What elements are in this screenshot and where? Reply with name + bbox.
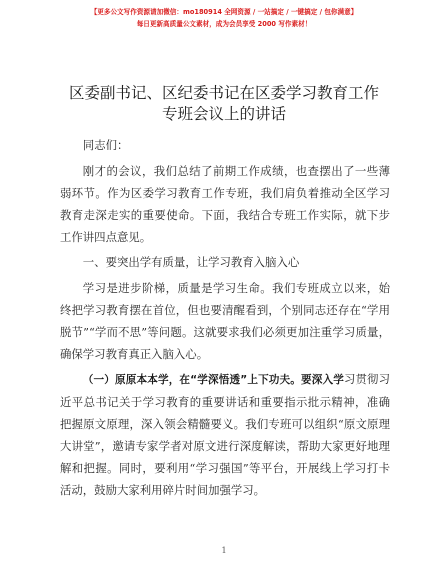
promo-banner — [0, 6, 448, 30]
document-body — [60, 134, 390, 504]
paragraph-subsection-1 — [60, 368, 390, 501]
salutation: 同志们： — [82, 138, 129, 152]
document-title — [40, 83, 408, 125]
page-number: 1 — [221, 546, 227, 555]
paragraph-intro: 刚才的会议，我们总结了前期工作成绩，也查摆出了一些薄弱环节。作为区委学习教育工作专班，我们肩负着推动全区学习教育走深走实的重要使命。下面，我结合专班工作实际，就下步工作讲四点意见。 — [60, 164, 390, 244]
title-line-2: 专班会议上的讲话 — [161, 105, 286, 123]
subsection-1-text: 习贯彻习近平总书记关于学习教育的重要讲话和重要指示批示精神，准确把握原文原理，深入领会精髓要义。我们专班可以组织“原文原理大讲堂”，邀请专家学者对原文进行深度解读，帮助大家更好地理解和把握。同时，要利用“学习强国”等平台，开展线上学习打卡活动，鼓励大家利用碎片时间加强学习。 — [60, 372, 390, 497]
section-heading-1: 一、要突出学有质量，让学习教育入脑入心 — [82, 255, 300, 269]
promo-banner-line-1: 【更多公文写作资源请加微信：mo180914 全网资源 / 一站搞定 / 一键搞定 / 包你满意】 — [90, 8, 358, 16]
paragraph-section-1: 学习是进步阶梯，质量是学习生命。我们专班成立以来，始终把学习教育摆在首位，但也要清醒看到，个别同志还存在“学用脱节”“学而不思”等问题。这就要求我们必须更加注重学习质量，确保学习教育真正入脑入心。 — [60, 281, 390, 361]
title-line-1: 区委副书记、区纪委书记在区委学习教育工作 — [68, 84, 379, 102]
promo-banner-line-2: 每日更新高质量公文素材，成为会员享受 2000 写作素材！ — [136, 20, 312, 28]
subsection-1-heading: （一）原原本本学，在“学深悟透”上下功夫。要深入学 — [82, 374, 344, 386]
